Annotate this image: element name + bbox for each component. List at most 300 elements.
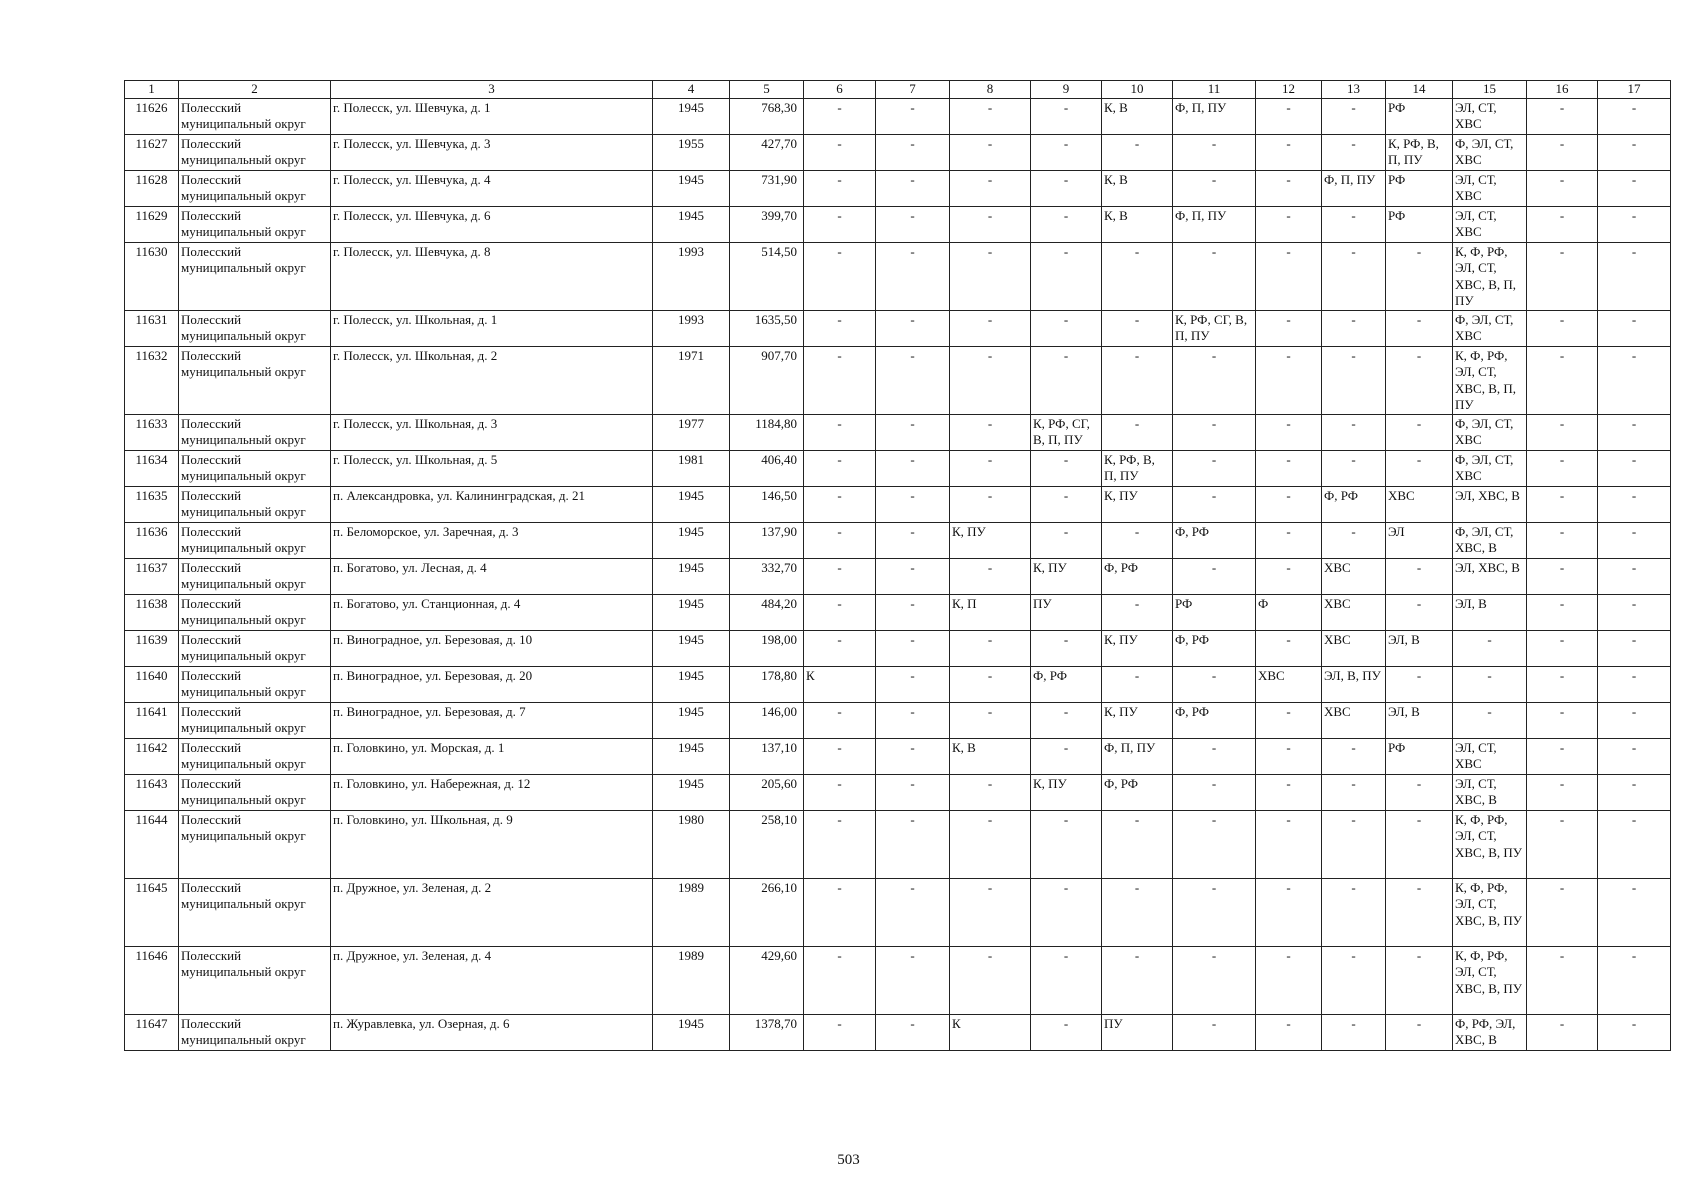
cell-col-10: Ф, РФ	[1102, 774, 1173, 810]
column-header-6: 6	[804, 81, 876, 99]
cell-col-1: 11640	[125, 666, 179, 702]
cell-col-6: -	[804, 594, 876, 630]
cell-col-6: -	[804, 702, 876, 738]
cell-col-7: -	[876, 558, 950, 594]
cell-col-4: 1945	[653, 206, 730, 242]
cell-col-11: -	[1173, 170, 1256, 206]
cell-col-13: -	[1322, 1014, 1386, 1050]
cell-col-16: -	[1527, 134, 1598, 170]
cell-col-15: Ф, ЭЛ, СТ, ХВС	[1453, 450, 1527, 486]
cell-col-14: -	[1386, 242, 1453, 310]
cell-col-5: 146,50	[730, 486, 804, 522]
table-row	[125, 346, 1671, 414]
cell-col-16: -	[1527, 206, 1598, 242]
cell-col-5: 731,90	[730, 170, 804, 206]
cell-col-12: -	[1256, 414, 1322, 450]
cell-col-9: -	[1031, 346, 1102, 414]
cell-col-12: -	[1256, 702, 1322, 738]
cell-col-14: ЭЛ, В	[1386, 630, 1453, 666]
cell-col-8: -	[950, 450, 1031, 486]
cell-col-9: ПУ	[1031, 594, 1102, 630]
cell-col-7: -	[876, 946, 950, 1014]
cell-col-10: К, В	[1102, 98, 1173, 134]
cell-col-11: -	[1173, 242, 1256, 310]
cell-col-7: -	[876, 450, 950, 486]
cell-col-11: -	[1173, 450, 1256, 486]
cell-col-7: -	[876, 98, 950, 134]
cell-col-14: -	[1386, 414, 1453, 450]
cell-col-10: -	[1102, 946, 1173, 1014]
cell-col-7: -	[876, 666, 950, 702]
cell-col-11: -	[1173, 774, 1256, 810]
cell-col-7: -	[876, 522, 950, 558]
cell-col-5: 1635,50	[730, 310, 804, 346]
cell-col-14: ХВС	[1386, 486, 1453, 522]
cell-col-14: ЭЛ	[1386, 522, 1453, 558]
cell-col-7: -	[876, 346, 950, 414]
cell-col-7: -	[876, 810, 950, 878]
cell-col-2: Полесский муниципальный округ	[179, 414, 331, 450]
cell-col-12: -	[1256, 450, 1322, 486]
cell-col-16: -	[1527, 738, 1598, 774]
cell-col-12: -	[1256, 486, 1322, 522]
table-row	[125, 594, 1671, 630]
cell-col-12: -	[1256, 310, 1322, 346]
cell-col-3: п. Беломорское, ул. Заречная, д. 3	[331, 522, 653, 558]
cell-col-16: -	[1527, 1014, 1598, 1050]
cell-col-11: РФ	[1173, 594, 1256, 630]
cell-col-2: Полесский муниципальный округ	[179, 98, 331, 134]
cell-col-12: Ф	[1256, 594, 1322, 630]
cell-col-13: -	[1322, 774, 1386, 810]
cell-col-14: -	[1386, 1014, 1453, 1050]
cell-col-15: ЭЛ, ХВС, В	[1453, 558, 1527, 594]
cell-col-13: -	[1322, 242, 1386, 310]
cell-col-10: -	[1102, 310, 1173, 346]
cell-col-2: Полесский муниципальный округ	[179, 738, 331, 774]
column-header-2: 2	[179, 81, 331, 99]
cell-col-13: -	[1322, 310, 1386, 346]
cell-col-12: -	[1256, 738, 1322, 774]
cell-col-5: 907,70	[730, 346, 804, 414]
cell-col-13: Ф, РФ	[1322, 486, 1386, 522]
cell-col-9: -	[1031, 310, 1102, 346]
cell-col-6: -	[804, 206, 876, 242]
cell-col-2: Полесский муниципальный округ	[179, 134, 331, 170]
cell-col-17: -	[1598, 450, 1671, 486]
cell-col-14: РФ	[1386, 206, 1453, 242]
cell-col-13: Ф, П, ПУ	[1322, 170, 1386, 206]
cell-col-11: -	[1173, 558, 1256, 594]
cell-col-15: ЭЛ, СТ, ХВС	[1453, 738, 1527, 774]
cell-col-11: -	[1173, 810, 1256, 878]
cell-col-7: -	[876, 878, 950, 946]
cell-col-9: -	[1031, 206, 1102, 242]
cell-col-11: -	[1173, 666, 1256, 702]
cell-col-12: -	[1256, 810, 1322, 878]
cell-col-17: -	[1598, 738, 1671, 774]
cell-col-10: -	[1102, 878, 1173, 946]
cell-col-13: -	[1322, 134, 1386, 170]
cell-col-17: -	[1598, 98, 1671, 134]
cell-col-5: 146,00	[730, 702, 804, 738]
cell-col-15: ЭЛ, СТ, ХВС, В	[1453, 774, 1527, 810]
cell-col-3: г. Полесск, ул. Школьная, д. 1	[331, 310, 653, 346]
cell-col-12: ХВС	[1256, 666, 1322, 702]
cell-col-6: -	[804, 738, 876, 774]
cell-col-16: -	[1527, 702, 1598, 738]
cell-col-14: -	[1386, 558, 1453, 594]
cell-col-6: -	[804, 346, 876, 414]
cell-col-8: -	[950, 98, 1031, 134]
cell-col-10: К, В	[1102, 206, 1173, 242]
cell-col-9: -	[1031, 134, 1102, 170]
cell-col-8: -	[950, 486, 1031, 522]
cell-col-6: -	[804, 810, 876, 878]
column-header-3: 3	[331, 81, 653, 99]
cell-col-1: 11644	[125, 810, 179, 878]
cell-col-3: г. Полесск, ул. Школьная, д. 2	[331, 346, 653, 414]
cell-col-3: п. Головкино, ул. Школьная, д. 9	[331, 810, 653, 878]
cell-col-12: -	[1256, 346, 1322, 414]
cell-col-1: 11646	[125, 946, 179, 1014]
cell-col-11: -	[1173, 414, 1256, 450]
cell-col-14: РФ	[1386, 98, 1453, 134]
cell-col-17: -	[1598, 134, 1671, 170]
cell-col-14: -	[1386, 946, 1453, 1014]
cell-col-8: -	[950, 242, 1031, 310]
table-row	[125, 310, 1671, 346]
cell-col-4: 1945	[653, 666, 730, 702]
cell-col-15: ЭЛ, СТ, ХВС	[1453, 170, 1527, 206]
cell-col-3: п. Дружное, ул. Зеленая, д. 2	[331, 878, 653, 946]
cell-col-15: Ф, РФ, ЭЛ, ХВС, В	[1453, 1014, 1527, 1050]
cell-col-12: -	[1256, 170, 1322, 206]
cell-col-11: -	[1173, 946, 1256, 1014]
cell-col-2: Полесский муниципальный округ	[179, 310, 331, 346]
cell-col-10: -	[1102, 242, 1173, 310]
cell-col-16: -	[1527, 946, 1598, 1014]
column-header-16: 16	[1527, 81, 1598, 99]
cell-col-7: -	[876, 702, 950, 738]
cell-col-16: -	[1527, 594, 1598, 630]
cell-col-10: -	[1102, 594, 1173, 630]
cell-col-13: ХВС	[1322, 558, 1386, 594]
cell-col-7: -	[876, 206, 950, 242]
cell-col-12: -	[1256, 774, 1322, 810]
cell-col-14: -	[1386, 774, 1453, 810]
cell-col-11: Ф, П, ПУ	[1173, 98, 1256, 134]
cell-col-3: п. Дружное, ул. Зеленая, д. 4	[331, 946, 653, 1014]
cell-col-1: 11641	[125, 702, 179, 738]
table-row	[125, 242, 1671, 310]
cell-col-6: -	[804, 134, 876, 170]
cell-col-13: ХВС	[1322, 630, 1386, 666]
cell-col-12: -	[1256, 878, 1322, 946]
cell-col-9: -	[1031, 738, 1102, 774]
cell-col-16: -	[1527, 486, 1598, 522]
cell-col-6: -	[804, 1014, 876, 1050]
cell-col-10: -	[1102, 346, 1173, 414]
cell-col-11: Ф, РФ	[1173, 702, 1256, 738]
cell-col-9: Ф, РФ	[1031, 666, 1102, 702]
table-row	[125, 810, 1671, 878]
cell-col-12: -	[1256, 206, 1322, 242]
cell-col-12: -	[1256, 98, 1322, 134]
cell-col-10: К, РФ, В, П, ПУ	[1102, 450, 1173, 486]
cell-col-8: -	[950, 946, 1031, 1014]
cell-col-15: К, Ф, РФ, ЭЛ, СТ, ХВС, В, ПУ	[1453, 810, 1527, 878]
cell-col-13: -	[1322, 414, 1386, 450]
cell-col-17: -	[1598, 810, 1671, 878]
cell-col-4: 1945	[653, 558, 730, 594]
cell-col-11: -	[1173, 738, 1256, 774]
cell-col-1: 11635	[125, 486, 179, 522]
cell-col-7: -	[876, 134, 950, 170]
cell-col-13: ЭЛ, В, ПУ	[1322, 666, 1386, 702]
cell-col-8: -	[950, 630, 1031, 666]
cell-col-6: -	[804, 774, 876, 810]
cell-col-11: К, РФ, СГ, В, П, ПУ	[1173, 310, 1256, 346]
cell-col-2: Полесский муниципальный округ	[179, 206, 331, 242]
cell-col-16: -	[1527, 242, 1598, 310]
table-row	[125, 558, 1671, 594]
cell-col-9: -	[1031, 1014, 1102, 1050]
cell-col-2: Полесский муниципальный округ	[179, 558, 331, 594]
table-row	[125, 414, 1671, 450]
cell-col-16: -	[1527, 522, 1598, 558]
cell-col-8: -	[950, 702, 1031, 738]
cell-col-10: -	[1102, 666, 1173, 702]
cell-col-4: 1989	[653, 878, 730, 946]
cell-col-7: -	[876, 242, 950, 310]
table-row	[125, 486, 1671, 522]
cell-col-14: -	[1386, 450, 1453, 486]
cell-col-14: -	[1386, 878, 1453, 946]
cell-col-8: К, П	[950, 594, 1031, 630]
cell-col-9: -	[1031, 630, 1102, 666]
cell-col-2: Полесский муниципальный округ	[179, 522, 331, 558]
cell-col-10: -	[1102, 134, 1173, 170]
cell-col-15: К, Ф, РФ, ЭЛ, СТ, ХВС, В, П, ПУ	[1453, 346, 1527, 414]
cell-col-5: 399,70	[730, 206, 804, 242]
table-row	[125, 170, 1671, 206]
cell-col-1: 11638	[125, 594, 179, 630]
table-row	[125, 666, 1671, 702]
cell-col-10: Ф, П, ПУ	[1102, 738, 1173, 774]
cell-col-13: -	[1322, 98, 1386, 134]
cell-col-10: -	[1102, 522, 1173, 558]
cell-col-13: ХВС	[1322, 594, 1386, 630]
cell-col-1: 11633	[125, 414, 179, 450]
cell-col-17: -	[1598, 206, 1671, 242]
cell-col-3: г. Полесск, ул. Шевчука, д. 8	[331, 242, 653, 310]
cell-col-9: -	[1031, 170, 1102, 206]
cell-col-3: п. Виноградное, ул. Березовая, д. 10	[331, 630, 653, 666]
cell-col-13: -	[1322, 522, 1386, 558]
cell-col-9: -	[1031, 810, 1102, 878]
cell-col-15: К, Ф, РФ, ЭЛ, СТ, ХВС, В, ПУ	[1453, 878, 1527, 946]
cell-col-5: 406,40	[730, 450, 804, 486]
cell-col-2: Полесский муниципальный округ	[179, 242, 331, 310]
cell-col-14: ЭЛ, В	[1386, 702, 1453, 738]
cell-col-4: 1945	[653, 522, 730, 558]
cell-col-13: ХВС	[1322, 702, 1386, 738]
cell-col-10: Ф, РФ	[1102, 558, 1173, 594]
cell-col-5: 258,10	[730, 810, 804, 878]
cell-col-4: 1945	[653, 98, 730, 134]
cell-col-17: -	[1598, 774, 1671, 810]
cell-col-17: -	[1598, 1014, 1671, 1050]
cell-col-7: -	[876, 630, 950, 666]
cell-col-13: -	[1322, 738, 1386, 774]
cell-col-2: Полесский муниципальный округ	[179, 702, 331, 738]
cell-col-1: 11626	[125, 98, 179, 134]
cell-col-1: 11639	[125, 630, 179, 666]
cell-col-15: К, Ф, РФ, ЭЛ, СТ, ХВС, В, ПУ	[1453, 946, 1527, 1014]
table-row	[125, 1014, 1671, 1050]
cell-col-7: -	[876, 310, 950, 346]
cell-col-8: К	[950, 1014, 1031, 1050]
cell-col-9: К, ПУ	[1031, 558, 1102, 594]
cell-col-17: -	[1598, 414, 1671, 450]
table-body	[125, 98, 1671, 1050]
cell-col-15: ЭЛ, В	[1453, 594, 1527, 630]
cell-col-14: РФ	[1386, 738, 1453, 774]
cell-col-3: г. Полесск, ул. Шевчука, д. 6	[331, 206, 653, 242]
cell-col-4: 1945	[653, 170, 730, 206]
cell-col-3: п. Виноградное, ул. Березовая, д. 20	[331, 666, 653, 702]
cell-col-17: -	[1598, 946, 1671, 1014]
cell-col-15: К, Ф, РФ, ЭЛ, СТ, ХВС, В, П, ПУ	[1453, 242, 1527, 310]
cell-col-5: 514,50	[730, 242, 804, 310]
cell-col-16: -	[1527, 450, 1598, 486]
column-header-13: 13	[1322, 81, 1386, 99]
cell-col-12: -	[1256, 558, 1322, 594]
column-header-5: 5	[730, 81, 804, 99]
cell-col-14: -	[1386, 310, 1453, 346]
cell-col-11: Ф, РФ	[1173, 522, 1256, 558]
cell-col-17: -	[1598, 630, 1671, 666]
column-header-10: 10	[1102, 81, 1173, 99]
cell-col-3: п. Александровка, ул. Калининградская, д. 21	[331, 486, 653, 522]
cell-col-5: 1378,70	[730, 1014, 804, 1050]
cell-col-13: -	[1322, 810, 1386, 878]
building-table	[124, 80, 1671, 1051]
table-row	[125, 522, 1671, 558]
cell-col-9: -	[1031, 522, 1102, 558]
column-header-11: 11	[1173, 81, 1256, 99]
cell-col-16: -	[1527, 558, 1598, 594]
cell-col-3: п. Головкино, ул. Морская, д. 1	[331, 738, 653, 774]
cell-col-2: Полесский муниципальный округ	[179, 594, 331, 630]
cell-col-12: -	[1256, 946, 1322, 1014]
cell-col-16: -	[1527, 310, 1598, 346]
cell-col-9: -	[1031, 486, 1102, 522]
cell-col-17: -	[1598, 666, 1671, 702]
cell-col-17: -	[1598, 242, 1671, 310]
cell-col-2: Полесский муниципальный округ	[179, 170, 331, 206]
cell-col-5: 198,00	[730, 630, 804, 666]
cell-col-15: -	[1453, 666, 1527, 702]
cell-col-1: 11627	[125, 134, 179, 170]
cell-col-16: -	[1527, 666, 1598, 702]
cell-col-3: г. Полесск, ул. Школьная, д. 3	[331, 414, 653, 450]
cell-col-10: К, ПУ	[1102, 702, 1173, 738]
cell-col-2: Полесский муниципальный округ	[179, 346, 331, 414]
cell-col-6: -	[804, 414, 876, 450]
cell-col-9: -	[1031, 450, 1102, 486]
cell-col-14: -	[1386, 810, 1453, 878]
cell-col-15: Ф, ЭЛ, СТ, ХВС	[1453, 414, 1527, 450]
cell-col-7: -	[876, 486, 950, 522]
cell-col-5: 484,20	[730, 594, 804, 630]
column-header-14: 14	[1386, 81, 1453, 99]
cell-col-8: -	[950, 206, 1031, 242]
cell-col-14: -	[1386, 346, 1453, 414]
cell-col-3: п. Журавлевка, ул. Озерная, д. 6	[331, 1014, 653, 1050]
column-header-7: 7	[876, 81, 950, 99]
cell-col-11: -	[1173, 134, 1256, 170]
page-number: 503	[837, 1152, 860, 1168]
cell-col-2: Полесский муниципальный округ	[179, 486, 331, 522]
cell-col-3: п. Головкино, ул. Набережная, д. 12	[331, 774, 653, 810]
column-header-9: 9	[1031, 81, 1102, 99]
cell-col-13: -	[1322, 450, 1386, 486]
cell-col-11: -	[1173, 486, 1256, 522]
cell-col-1: 11645	[125, 878, 179, 946]
cell-col-16: -	[1527, 810, 1598, 878]
cell-col-13: -	[1322, 346, 1386, 414]
cell-col-3: г. Полесск, ул. Шевчука, д. 1	[331, 98, 653, 134]
cell-col-7: -	[876, 414, 950, 450]
table-row	[125, 206, 1671, 242]
cell-col-10: -	[1102, 414, 1173, 450]
cell-col-2: Полесский муниципальный округ	[179, 666, 331, 702]
cell-col-5: 137,10	[730, 738, 804, 774]
cell-col-9: -	[1031, 242, 1102, 310]
cell-col-16: -	[1527, 98, 1598, 134]
cell-col-5: 137,90	[730, 522, 804, 558]
cell-col-8: -	[950, 666, 1031, 702]
cell-col-1: 11628	[125, 170, 179, 206]
cell-col-11: Ф, П, ПУ	[1173, 206, 1256, 242]
column-header-15: 15	[1453, 81, 1527, 99]
cell-col-13: -	[1322, 946, 1386, 1014]
cell-col-3: п. Богатово, ул. Станционная, д. 4	[331, 594, 653, 630]
cell-col-6: -	[804, 878, 876, 946]
cell-col-4: 1980	[653, 810, 730, 878]
column-header-12: 12	[1256, 81, 1322, 99]
cell-col-5: 332,70	[730, 558, 804, 594]
cell-col-6: -	[804, 522, 876, 558]
cell-col-11: -	[1173, 1014, 1256, 1050]
table-row	[125, 134, 1671, 170]
cell-col-15: -	[1453, 702, 1527, 738]
cell-col-9: -	[1031, 98, 1102, 134]
table-row	[125, 738, 1671, 774]
table-row	[125, 450, 1671, 486]
cell-col-6: -	[804, 558, 876, 594]
cell-col-15: ЭЛ, ХВС, В	[1453, 486, 1527, 522]
cell-col-17: -	[1598, 346, 1671, 414]
cell-col-6: -	[804, 310, 876, 346]
cell-col-15: ЭЛ, СТ, ХВС	[1453, 98, 1527, 134]
cell-col-17: -	[1598, 594, 1671, 630]
cell-col-17: -	[1598, 310, 1671, 346]
cell-col-1: 11629	[125, 206, 179, 242]
cell-col-15: ЭЛ, СТ, ХВС	[1453, 206, 1527, 242]
